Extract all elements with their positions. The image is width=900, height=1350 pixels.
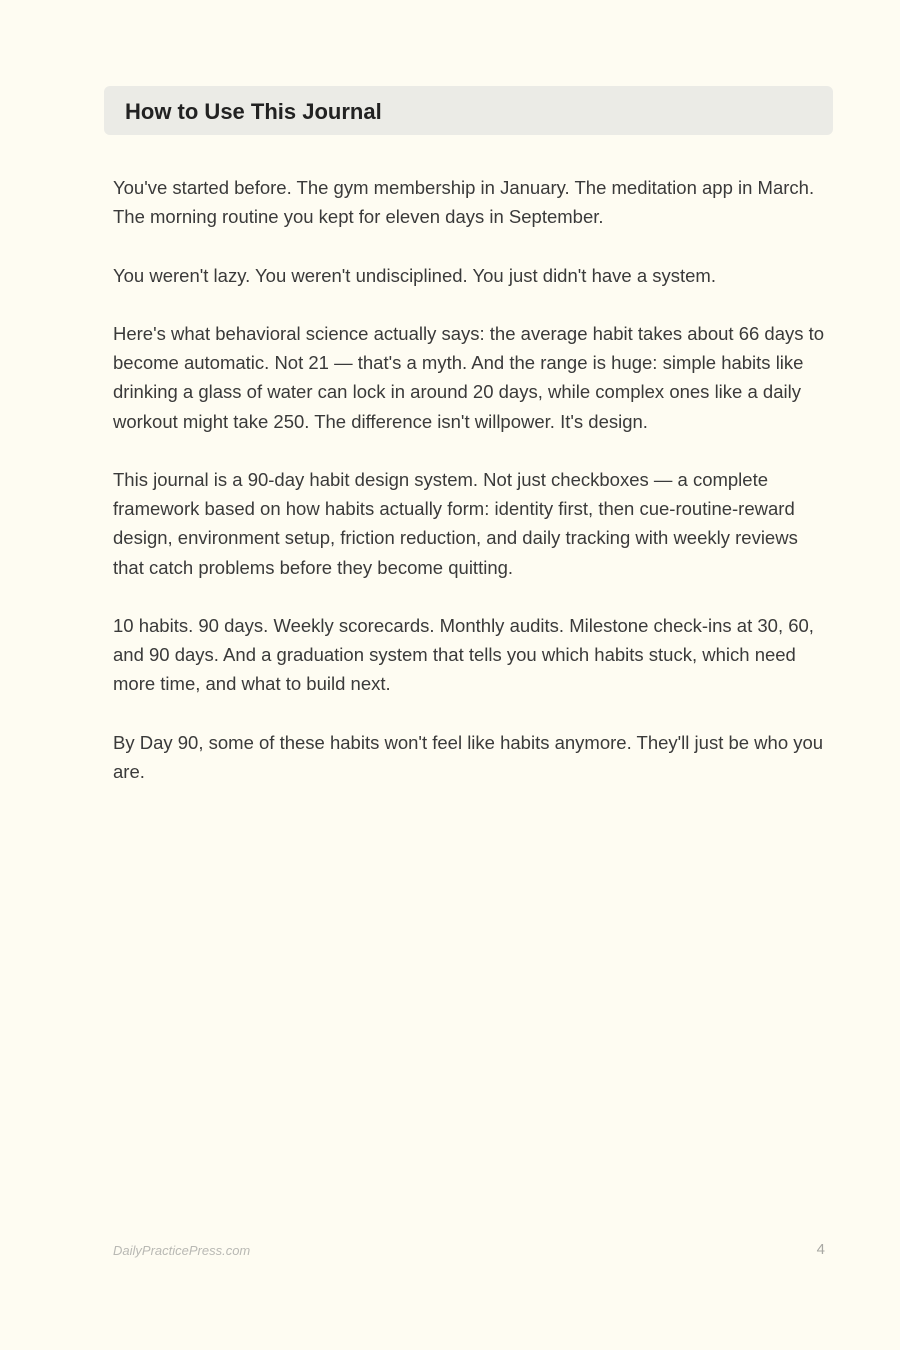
paragraph: Here's what behavioral science actually says: the average habit takes about 66 days to become automatic. Not 21 — that's a myth. And the range is huge: simple habits like drinking a glass of water can lock in around 20 days, while complex ones like a daily workout might take 250. The difference isn't willpower. It's design. [113, 322, 825, 432]
section-header [104, 86, 833, 135]
page-number: 4 [816, 1241, 825, 1258]
paragraph: 10 habits. 90 days. Weekly scorecards. Monthly audits. Milestone check-ins at 30, 60, and 90 days. And a graduation system that tells you which habits stuck, which need more time, and what to build next. [113, 614, 814, 695]
paragraph: You weren't lazy. You weren't undisciplined. You just didn't have a system. [113, 264, 716, 286]
paragraph: By Day 90, some of these habits won't feel like habits anymore. They'll just be who you are. [113, 731, 824, 782]
body-text [113, 173, 825, 815]
paragraph: You've started before. The gym membership in January. The meditation app in March. The morning routine you kept for eleven days in September. [113, 177, 815, 228]
paragraph: This journal is a 90-day habit design system. Not just checkboxes — a complete framework based on how habits actually form: identity first, then cue-routine-reward design, environment setup, friction reduction, and daily tracking with weekly reviews that catch problems before they become quitting. [113, 468, 798, 578]
section-title: How to Use This Journal [125, 98, 382, 124]
footer-site-name: DailyPracticePress.com [113, 1243, 251, 1258]
